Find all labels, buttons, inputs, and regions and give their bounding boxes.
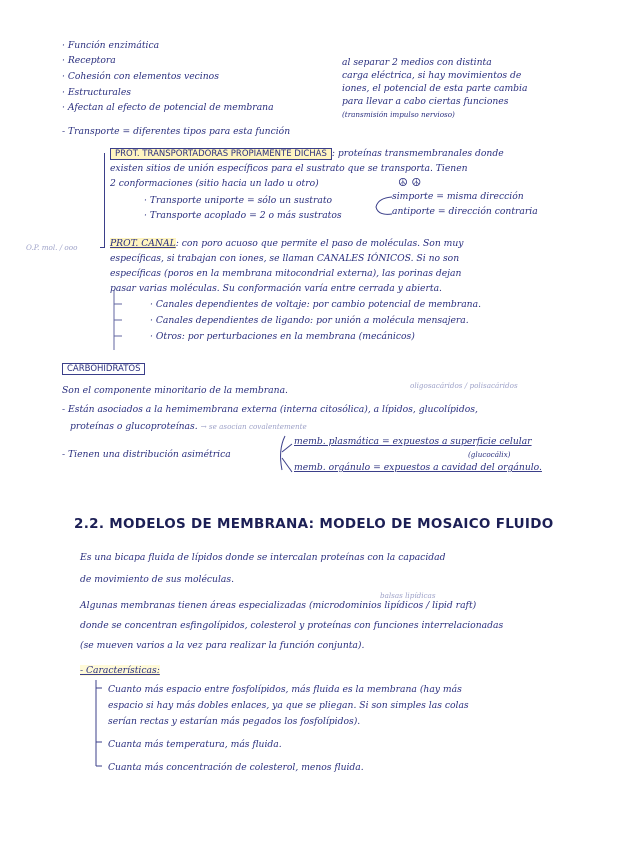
list-item-funcion-enzimatica: · Función enzimática xyxy=(62,40,160,51)
acoplado-item: · Transporte acoplado = 2 o más sustratos xyxy=(144,210,342,221)
simporte-item: simporte = misma dirección xyxy=(392,191,524,202)
memb-plasmatica-line xyxy=(294,436,532,448)
caracteristica-item: espacio si hay más dobles enlaces, ya que se pliegan. Si son simples las colas xyxy=(108,700,469,711)
carbohidratos-line: - Están asociados a la hemimembrana externa (interna citosólica), a lípidos, glucolípidos, xyxy=(62,404,478,415)
carbohidratos-text: proteínas o glucoproteínas. xyxy=(70,421,198,432)
paragraph-line: Algunas membranas tienen áreas especializadas (microdominios lipídicos / lipid raft) xyxy=(80,600,477,611)
carbohidratos-line: - Tienen una distribución asimétrica xyxy=(62,449,231,460)
side-note-line: al separar 2 medios con distinta xyxy=(342,57,492,68)
side-note-line: carga eléctrica, si hay movimientos de xyxy=(342,70,522,81)
prot-canal-label: PROT. CANAL xyxy=(110,238,176,249)
caracteristicas-label xyxy=(80,665,160,677)
prot-canal-line xyxy=(110,238,464,250)
memb-organulo-line xyxy=(294,462,542,474)
prot-canal-text: específicas (poros en la membrana mitocondrial externa), las porinas dejan xyxy=(110,268,462,279)
side-note-line: iones, el potencial de esta parte cambia xyxy=(342,83,528,94)
paragraph-line: donde se concentran esfingolípidos, colesterol y proteínas con funciones interrelacionadas xyxy=(80,620,504,631)
prot-transportadoras-text: existen sitios de unión específicos para el sustrato que se transporta. Tienen xyxy=(110,163,468,174)
prot-canal-text: : con poro acuoso que permite el paso de moléculas. Son muy xyxy=(175,238,464,249)
carbohidratos-annotation: → se asocian covalentemente xyxy=(200,422,307,431)
list-item-estructurales: · Estructurales xyxy=(62,87,131,98)
caracteristica-item: Cuanta más temperatura, más fluida. xyxy=(108,739,282,750)
antiporte-item: antiporte = dirección contraria xyxy=(392,206,538,217)
memb-organulo-text: memb. orgánulo = expuestos a cavidad del orgánulo. xyxy=(294,462,542,473)
prot-transportadoras-text: : proteínas transmembranales donde xyxy=(331,148,504,159)
transport-heading: - Transporte = diferentes tipos para esta función xyxy=(62,126,291,137)
caracteristica-item: Cuanta más concentración de colesterol, menos fluida. xyxy=(108,762,364,773)
prot-canal-text: pasar varias moléculas. Su conformación varía entre cerrada y abierta. xyxy=(110,283,442,294)
list-item-receptora: · Receptora xyxy=(62,55,116,66)
side-note-line: para llevar a cabo ciertas funciones xyxy=(342,96,509,107)
carbohidratos-heading xyxy=(62,363,145,375)
uniporte-item: · Transporte uniporte = sólo un sustrato xyxy=(144,195,333,206)
caracteristicas-text: - Características: xyxy=(80,665,160,676)
carbohidratos-line: Son el componente minoritario de la membrana. xyxy=(62,385,288,396)
prot-transportadoras-label: PROT. TRANSPORTADORAS PROPIAMENTE DICHAS xyxy=(110,148,332,160)
carbohidratos-label: CARBOHIDRATOS xyxy=(62,363,145,375)
list-item-cohesion: · Cohesión con elementos vecinos xyxy=(62,71,219,82)
paragraph-line: de movimiento de sus moléculas. xyxy=(80,574,234,585)
canal-type-item: · Canales dependientes de voltaje: por cambio potencial de membrana. xyxy=(150,299,481,310)
memb-plasmatica-note: (glucocálix) xyxy=(468,450,511,459)
prot-transportadoras-text: 2 conformaciones (sitio hacia un lado u otro) xyxy=(110,178,319,189)
caracteristica-item: Cuanto más espacio entre fosfolípidos, más fluida es la membrana (hay más xyxy=(108,684,462,695)
list-item-potencial-membrana: · Afectan al efecto de potencial de membrana xyxy=(62,102,274,113)
margin-note: O.P. mol. / ooo xyxy=(26,243,78,252)
paragraph-line: Es una bicapa fluida de lípidos donde se intercalan proteínas con la capacidad xyxy=(80,552,446,563)
caracteristica-item: serían rectas y estarían más pegados los fosfolípidos). xyxy=(108,716,361,727)
paragraph-note: balsas lipídicas xyxy=(380,591,436,600)
conformation-symbols: ☮ ☮ xyxy=(398,176,422,189)
canal-type-item: · Canales dependientes de ligando: por unión a molécula mensajera. xyxy=(150,315,469,326)
carbohidratos-note: oligosacáridos / polisacáridos xyxy=(410,381,518,390)
section-title: 2.2. MODELOS DE MEMBRANA: MODELO DE MOSAICO FLUIDO xyxy=(74,516,554,532)
canal-type-item: · Otros: por perturbaciones en la membrana (mecánicos) xyxy=(150,331,415,342)
paragraph-line: (se mueven varios a la vez para realizar la función conjunta). xyxy=(80,640,365,651)
memb-plasmatica-text: memb. plasmática = expuestos a superficie celular xyxy=(294,436,532,447)
carbohidratos-line xyxy=(70,421,307,433)
side-note-line: (transmisión impulso nervioso) xyxy=(342,110,455,119)
prot-canal-text: específicas, si trabajan con iones, se llaman CANALES IÓNICOS. Si no son xyxy=(110,253,460,264)
